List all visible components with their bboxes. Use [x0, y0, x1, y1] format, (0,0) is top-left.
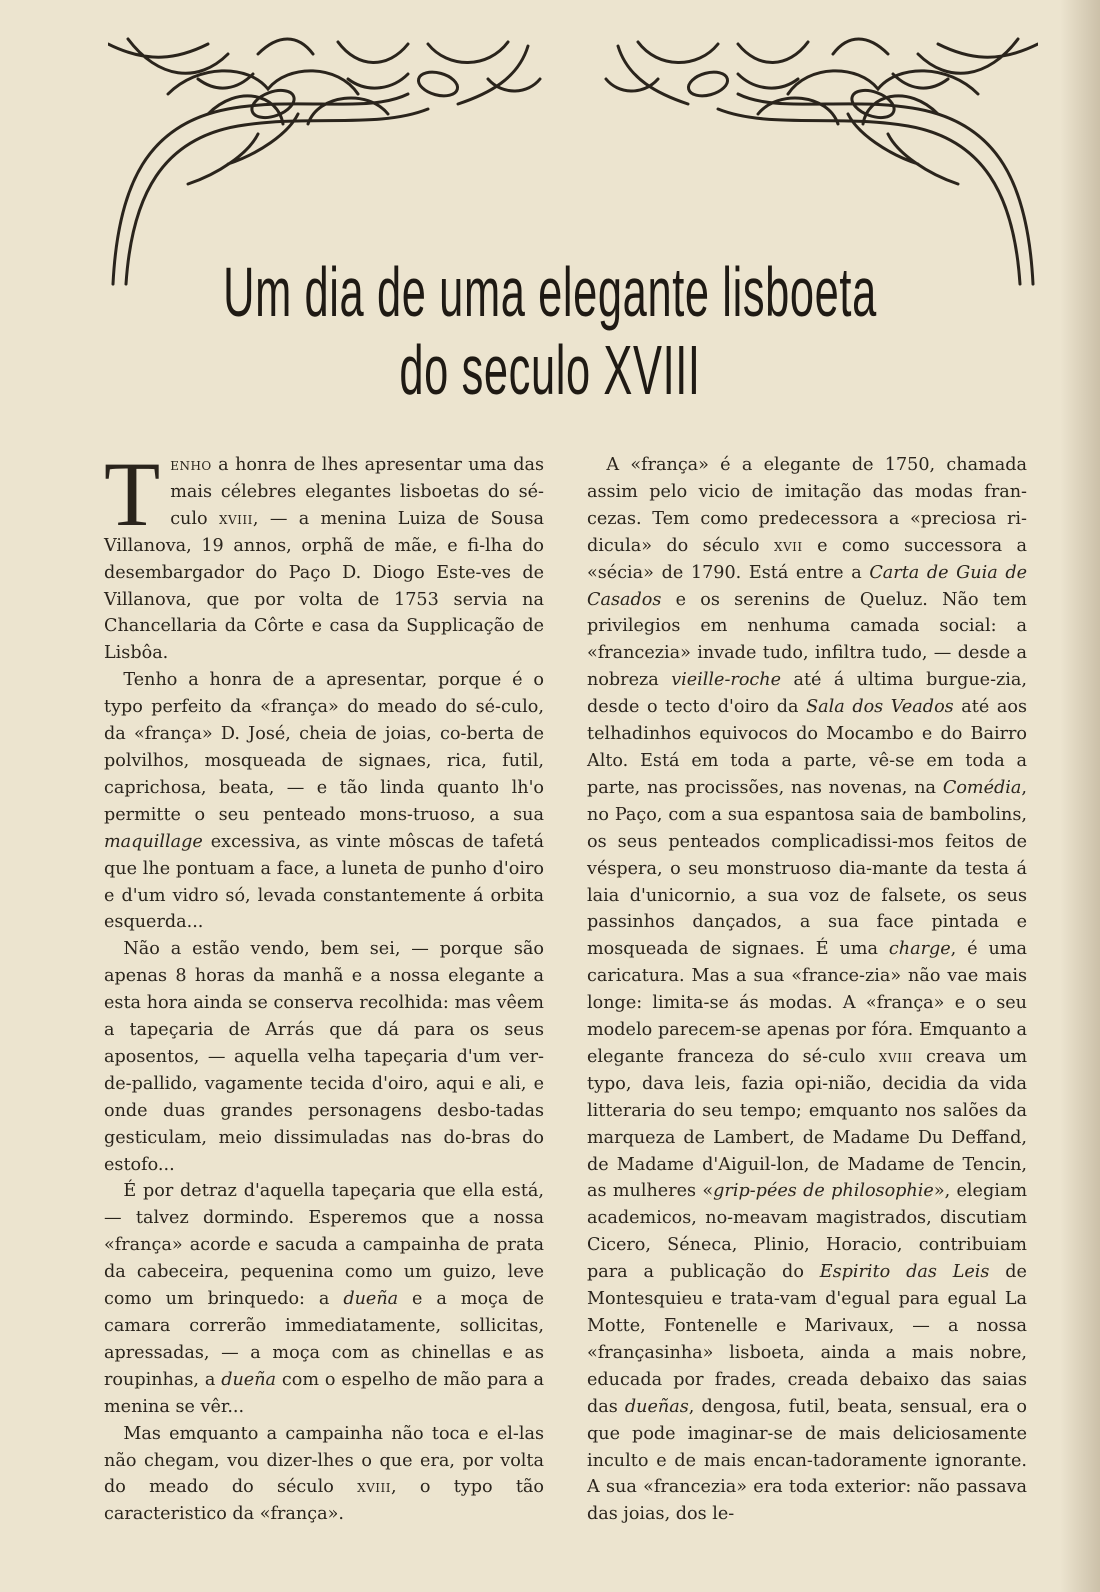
- page-edge-shadow: [1060, 0, 1100, 1592]
- text-segment: , no Paço, com a sua espantosa saia de bambolins, os seus penteados complicadissi-mos feitos de véspera, o seu monstruoso dia-mante da testa á laia d'unicornio, a sua voz de falsete, os seus passinhos dançados, a sua face pintada e mosqueada de signaes. É uma: [587, 777, 1027, 960]
- article-title-line-1: Um dia de uma elegante lisboeta: [223, 253, 877, 331]
- text-segment: », elegiam academicos, no-meavam magistrados, discutiam Cicero, Séneca, Plinio, Horacio, contribuiam para a publicação do: [587, 1181, 1028, 1283]
- drop-cap: T: [104, 443, 161, 545]
- text-segment: , — a menina Luiza de Sousa Villanova, 19 annos, orphã de mãe, e fi-lha do desembargador do Paço D. Diogo Este-ves de Villanova, que por volta de 1753 servia na Chancellaria da Côrte e casa da Supplicação de Lisbôa.: [104, 508, 544, 664]
- text-segment: , dengosa, futil, beata, sensual, era o que pode imaginar-se de mais deliciosamente inculto e de mais encan-tadoramente ignorante. A sua «francezia» era toda exterior: não passava das joias, dos le-: [587, 1396, 1027, 1525]
- text-segment: e os serenins de Queluz. Não tem privilegios em nenhuma camada social: a «francezia» invade tudo, infiltra tudo, — desde a nobreza: [587, 589, 1027, 691]
- text-segment: A «frança» é a elegante de 1750, chamada assim pelo vicio de imitação das modas fran-cezas. Tem como predecessora a «preciosa ri-dicula» do século: [587, 455, 1027, 556]
- right-text-column: [587, 452, 1027, 1528]
- paragraph-p3: [104, 936, 544, 1178]
- text-segment: Sala dos Veados: [806, 697, 954, 718]
- paragraph-p6: [587, 452, 1027, 1528]
- text-segment: creava um typo, dava leis, fazia opi-nião, decidia da vida litteraria do seu tempo; emquanto nos salões da marqueza de Lambert, de Madame Du Deffand, de Madame d'Aiguil-lon, de Madame de Tencin, as mulheres «: [587, 1046, 1028, 1202]
- text-segment: dueña: [221, 1369, 277, 1390]
- text-segment: vieille-roche: [671, 670, 782, 691]
- paragraph-p5: [104, 1421, 544, 1529]
- text-segment: e a moça de camara correrão immediatamente, sollicitas, apressadas, — a moça com as chinellas e as roupinhas, a: [104, 1289, 544, 1390]
- paragraph-p4: [104, 1178, 544, 1420]
- text-segment: , é uma caricatura. Mas a sua «france-zia» não vae mais longe: limita-se ás modas. A «frança» e o seu modelo parecem-se apenas por fóra. Emquanto a elegante franceza do sé-culo: [587, 939, 1027, 1067]
- text-segment: Comédia: [942, 777, 1022, 798]
- text-segment: maquillage: [104, 831, 203, 852]
- text-segment: , o typo tão caracteristico da «frança».: [104, 1477, 544, 1525]
- left-text-column: [104, 443, 544, 1528]
- text-segment: xviii: [878, 1046, 913, 1067]
- text-segment: Tenho a honra de a apresentar, porque é o typo perfeito da «françа» do meado do sé-culo, da «frança» D. José, cheia de joias, co-berta de polvilhos, mosqueada de signaes, rica, futil, caprichosa, beata, — e tão linda quanto lh'o permitte o seu penteado mons-truoso, a sua: [104, 670, 544, 825]
- text-segment: grip-pées de philosophie: [713, 1181, 934, 1202]
- text-segment: xviii: [357, 1477, 391, 1498]
- text-segment: com o espelho de mão para a menina se vêr...: [104, 1369, 544, 1417]
- right-paragraphs: [587, 452, 1027, 1528]
- text-segment: É por detraz d'aquella tapeçaria que ella está, — talvez dormindo. Esperemos que a nossa «frança» acorde e sacuda a campainha de prata da cabeceira, pequenina como um guizo, leve como um brinquedo: a: [104, 1181, 544, 1310]
- left-paragraphs: [104, 443, 544, 1528]
- text-segment: dueñas: [624, 1396, 689, 1417]
- text-segment: a honra de lhes apresentar uma das mais célebres elegantes lisboetas do sé-culo: [170, 455, 544, 529]
- text-segment: charge: [888, 939, 951, 960]
- text-segment: até aos telhadinhos equivocos do Mocambo e do Bairro Alto. Está em toda a parte, vê-se em toda a parte, nas procissões, nas novenas, na: [587, 697, 1027, 798]
- text-segment: Carta de Guia de Casados: [587, 562, 1027, 610]
- text-segment: enho: [170, 455, 212, 475]
- text-segment: até á ultima burgue-zia, desde o tecto d'oiro da: [587, 670, 1027, 718]
- text-segment: xviii: [218, 508, 253, 529]
- text-segment: xvii: [773, 535, 803, 556]
- text-segment: Mas emquanto a campainha não toca e el-las não chegam, vou dizer-lhes o que era, por volta do meado do século: [104, 1423, 544, 1498]
- article-title-line-2: do seculo XVIII: [399, 331, 701, 409]
- paragraph-p2: [104, 667, 544, 936]
- text-segment: de Montesquieu e trata-vam d'egual para egual La Motte, Fontenelle e Marivaux, — a nossa «françasinha» lisboeta, ainda a mais nobre, educada por frades, creada debaixo das saias das: [587, 1262, 1027, 1417]
- text-segment: Espirito das Leis: [819, 1262, 990, 1283]
- text-segment: e como successora a «sécia» de 1790. Está entre a: [587, 535, 1027, 583]
- text-segment: dueña: [343, 1289, 399, 1310]
- paragraph-p1: [104, 443, 544, 667]
- text-segment: excessiva, as vinte môscas de tafetá que lhe pontuam a face, a luneta de punho d'oiro e d'um vidro só, levada constantemente á orbita esquerda...: [104, 831, 544, 933]
- text-segment: Não a estão vendo, bem sei, — porque são apenas 8 horas da manhã e a nossa elegante a esta hora ainda se conserva recolhida: mas vêem a tapeçaria de Arrás que dá para os seus aposentos, — aquella velha tapeçaria d'um ver-de-pallido, vagamente tecida d'oiro, aqui e ali, e onde duas grandes personagens desbo-tadas gesticulam, meio dissimuladas nas do-bras do estofo...: [104, 939, 544, 1175]
